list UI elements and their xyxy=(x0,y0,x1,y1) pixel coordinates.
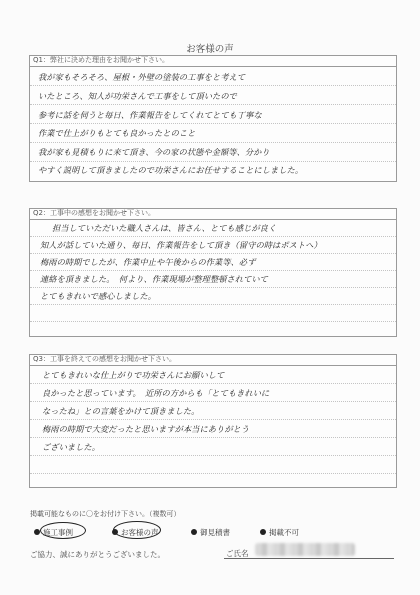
q1-answer-line: いたところ、知人が功栄さんで工事をして頂いたので xyxy=(38,91,237,101)
q2-answer-line: とてもきれいで感心しました。 xyxy=(40,291,157,301)
q1-answer-line: やすく説明して頂きましたので功栄さんにお任せすることにしました。 xyxy=(38,165,304,175)
name-underline xyxy=(224,558,394,559)
q1-answer-line: 我が家も見積もりに来て頂き、今の家の状態や金額等、分かり xyxy=(38,147,270,157)
q3-answer-line: 梅雨の時期で大変だったと思いますが本当にありがとう xyxy=(42,424,250,434)
thanks-message: ご協力、誠にありがとうございました。 xyxy=(30,550,165,559)
q2-answer-line: 連絡を頂きました。 何より、作業現場が整理整頓されていて xyxy=(40,274,268,284)
q3-heading: Q3：工事を終えての感想をお聞かせ下さい。 xyxy=(33,355,176,363)
q2-box xyxy=(29,208,397,337)
q1-answer-line: 作業で仕上がりもとても良かったとのこと xyxy=(38,128,196,138)
q3-box xyxy=(29,354,397,488)
handwritten-circle-mark xyxy=(40,522,86,539)
q3-answer-line: ございました。 xyxy=(42,442,101,452)
q3-answer-line: なったね」との言葉をかけて頂きました。 xyxy=(42,406,200,416)
page-title: お客様の声 xyxy=(186,44,234,55)
q1-heading: Q1：弊社に決めた理由をお聞かせ下さい。 xyxy=(33,56,169,64)
publish-permission-label: 掲載可能なものに〇をお付け下さい。（複数可） xyxy=(30,510,181,518)
redacted-name xyxy=(255,543,355,556)
option-estimate[interactable] xyxy=(191,527,230,538)
q3-answer-line: とてもきれいな仕上がりで功栄さんにお願いして xyxy=(42,370,225,380)
option-no-publish[interactable] xyxy=(260,527,299,538)
q3-answer-line: 良かったと思っています。 近所の方からも「とてもきれいに xyxy=(42,388,270,398)
bullet-icon xyxy=(191,529,197,535)
bullet-icon xyxy=(260,529,266,535)
q2-answer-line: 知人が話していた通り、毎日、作業報告をして頂き（留守の時はポストへ） xyxy=(40,240,322,250)
name-label: ご氏名 xyxy=(226,549,249,558)
option-label: 御見積書 xyxy=(200,528,230,537)
option-label: 掲載不可 xyxy=(269,528,299,537)
q1-answer-line: 参考に話を伺うと毎日、作業報告をしてくれてとても丁寧な xyxy=(38,110,262,120)
option-label: お客様の声 xyxy=(121,528,159,537)
q1-box xyxy=(29,55,397,182)
option-label: 施工事例 xyxy=(43,528,73,537)
q2-heading: Q2：工事中の感想をお聞かせ下さい。 xyxy=(33,209,155,217)
q2-answer-line: 梅雨の時期でしたが、作業中止や午後からの作業等、必ず xyxy=(40,257,256,267)
handwritten-circle-mark xyxy=(113,521,161,539)
q2-answer-line: 担当していただいた職人さんは、皆さん、とても感じが良く xyxy=(52,223,277,233)
q1-answer-line: 我が家もそろそろ、屋根・外壁の塗装の工事をと考えて xyxy=(38,72,246,82)
